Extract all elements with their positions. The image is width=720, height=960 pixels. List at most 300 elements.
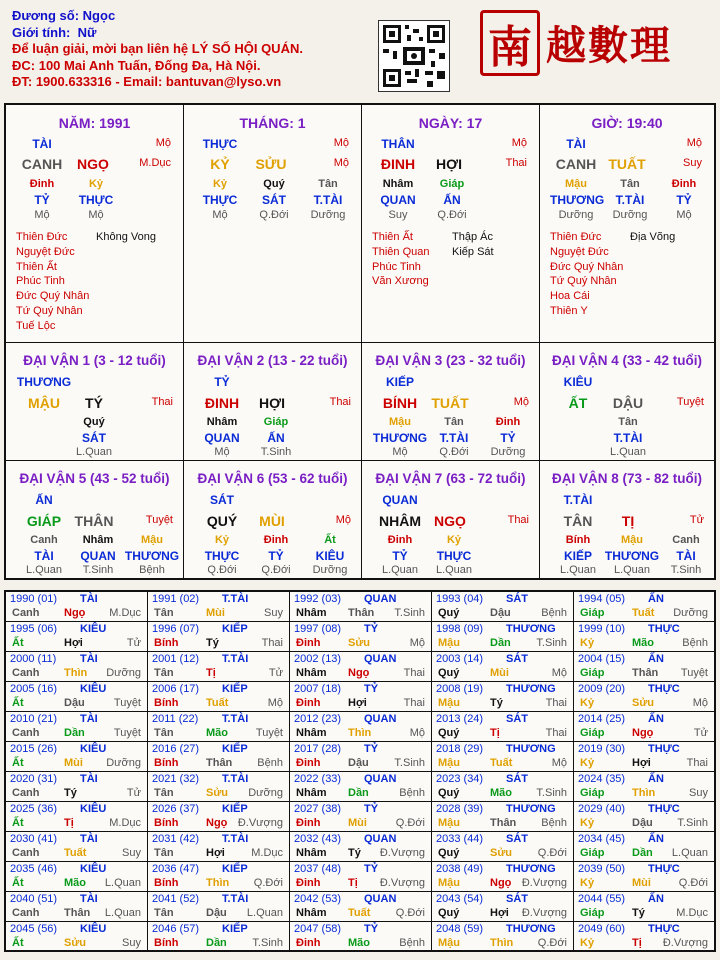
annual-chi: Tuất bbox=[348, 907, 371, 919]
annual-can: Đinh bbox=[296, 697, 321, 709]
annual-chi: Sửu bbox=[490, 847, 513, 859]
pillar-top-state: Mộ bbox=[333, 137, 349, 149]
annual-year: 2045 (56) bbox=[10, 923, 58, 935]
hidden-state: Dưỡng bbox=[612, 209, 648, 221]
annual-can: Đinh bbox=[296, 637, 321, 649]
annual-god: TỶ bbox=[364, 623, 379, 635]
pillar-top-god: THÂN bbox=[381, 137, 415, 151]
annual-cell bbox=[148, 922, 290, 952]
star-label: Thiên Quan bbox=[372, 245, 430, 258]
hidden-god: TÀI bbox=[34, 549, 54, 563]
annual-chi: Thân bbox=[348, 607, 375, 619]
annual-chi: Mão bbox=[348, 937, 370, 949]
annual-chi: Mùi bbox=[348, 817, 367, 829]
hidden-state: L.Quan bbox=[559, 564, 597, 576]
luck-can: TÂN bbox=[563, 513, 593, 529]
annual-state: Tuyệt bbox=[255, 727, 283, 739]
annual-cell bbox=[432, 592, 574, 622]
annual-can: Canh bbox=[12, 607, 40, 619]
annual-chi: Dậu bbox=[348, 757, 369, 769]
annual-can: Canh bbox=[12, 727, 40, 739]
luck-can: ẤT bbox=[568, 395, 588, 411]
luck-title: ĐẠI VẬN 5 (43 - 52 tuổi) bbox=[19, 471, 170, 486]
hidden-stem: Nhâm bbox=[82, 534, 114, 546]
annual-state: Tuyệt bbox=[680, 667, 708, 679]
hidden-state: T.Sinh bbox=[670, 564, 702, 576]
annual-cell bbox=[574, 922, 714, 952]
annual-can: Giáp bbox=[580, 907, 605, 919]
annual-state: Mộ bbox=[409, 727, 425, 739]
annual-state: Q.Đới bbox=[537, 937, 567, 949]
annual-chi: Hợi bbox=[64, 637, 83, 649]
annual-year: 2019 (30) bbox=[578, 743, 626, 755]
annual-god: SÁT bbox=[506, 713, 528, 725]
luck-cell bbox=[6, 461, 184, 579]
hidden-stem: Mậu bbox=[621, 534, 643, 546]
annual-state: L.Quan bbox=[104, 907, 141, 919]
pillar-top-state: Mộ bbox=[155, 137, 171, 149]
annual-chi: Sửu bbox=[64, 937, 87, 949]
annual-god: SÁT bbox=[506, 833, 528, 845]
annual-cell bbox=[432, 742, 574, 772]
annual-state: Suy bbox=[689, 787, 708, 799]
annual-year: 2011 (22) bbox=[152, 713, 199, 725]
annual-state: Mộ bbox=[267, 697, 283, 709]
annual-state: Dưỡng bbox=[248, 787, 283, 799]
annual-can: Mậu bbox=[438, 877, 460, 889]
luck-side-state: Thai bbox=[329, 396, 351, 408]
annual-can: Bính bbox=[154, 697, 179, 709]
luck-can: MẬU bbox=[28, 395, 60, 411]
annual-god: SÁT bbox=[506, 773, 528, 785]
annual-god: KIÊU bbox=[80, 683, 107, 695]
annual-can: Kỷ bbox=[580, 817, 595, 829]
hidden-state: Dưỡng bbox=[312, 564, 348, 576]
star-label: Văn Xương bbox=[372, 275, 429, 288]
annual-cell bbox=[574, 742, 714, 772]
annual-chi: Tuất bbox=[490, 757, 513, 769]
hidden-state: Mộ bbox=[676, 209, 692, 221]
contact-line: Để luận giải, mời bạn liên hệ LÝ SỐ HỘI QUÁN. bbox=[12, 41, 303, 56]
annual-chi: Ngọ bbox=[632, 727, 654, 739]
annual-chi: Dậu bbox=[490, 607, 511, 619]
annual-state: M.Dục bbox=[109, 817, 141, 829]
annual-cell bbox=[290, 652, 432, 682]
brand-logo: 越數理 bbox=[546, 22, 672, 69]
annual-god: TÀI bbox=[80, 773, 98, 785]
annual-god: T.TÀI bbox=[222, 593, 249, 605]
luck-god: T.TÀI bbox=[563, 493, 593, 507]
annual-god: SÁT bbox=[506, 653, 528, 665]
annual-cell bbox=[432, 862, 574, 892]
annual-god: ẤN bbox=[648, 653, 664, 665]
annual-year: 2016 (27) bbox=[152, 743, 200, 755]
annual-chi: Thìn bbox=[490, 937, 514, 949]
annual-can: Tân bbox=[154, 847, 174, 859]
hidden-god: TÀI bbox=[676, 549, 696, 563]
annual-chi: Tị bbox=[206, 667, 216, 679]
luck-side-state: Mộ bbox=[513, 396, 529, 408]
hidden-stem: Đinh bbox=[263, 534, 289, 546]
annual-god: T.TÀI bbox=[222, 773, 249, 785]
annual-year: 2010 (21) bbox=[10, 713, 58, 725]
hidden-stem: Đinh bbox=[495, 416, 521, 428]
hidden-god: THƯƠNG bbox=[604, 549, 660, 563]
hidden-god: THỰC bbox=[436, 549, 472, 563]
annual-year: 2034 (45) bbox=[578, 833, 626, 845]
annual-god: TỶ bbox=[364, 863, 379, 875]
annual-can: Giáp bbox=[580, 607, 605, 619]
hidden-god: THƯƠNG bbox=[372, 431, 428, 445]
luck-cell bbox=[362, 461, 540, 579]
annual-chi: Mão bbox=[64, 877, 86, 889]
annual-god: QUAN bbox=[364, 833, 397, 845]
pillar-top-god: TÀI bbox=[566, 137, 586, 151]
annual-state: Q.Đới bbox=[678, 877, 708, 889]
annual-state: M.Dục bbox=[109, 607, 141, 619]
annual-state: Bệnh bbox=[541, 607, 567, 619]
annual-state: M.Dục bbox=[676, 907, 708, 919]
annual-chi: Thìn bbox=[632, 787, 656, 799]
pillar-chi: NGỌ bbox=[77, 156, 109, 172]
annual-can: Đinh bbox=[296, 937, 321, 949]
annual-year: 1998 (09) bbox=[436, 623, 484, 635]
annual-can: Đinh bbox=[296, 757, 321, 769]
annual-god: TÀI bbox=[80, 893, 98, 905]
annual-chi: Thìn bbox=[348, 727, 372, 739]
annual-year: 1995 (06) bbox=[10, 623, 58, 635]
hidden-god: T.TÀI bbox=[613, 431, 643, 445]
hidden-god: T.TÀI bbox=[313, 193, 343, 207]
annual-god: THỰC bbox=[648, 923, 680, 935]
luck-chi: THÂN bbox=[74, 513, 114, 529]
hidden-stem: Giáp bbox=[439, 178, 465, 190]
luck-cell bbox=[362, 343, 540, 461]
annual-state: Bệnh bbox=[682, 637, 708, 649]
annual-year: 2014 (25) bbox=[578, 713, 626, 725]
annual-year: 2000 (11) bbox=[10, 653, 57, 665]
hidden-state: L.Quan bbox=[613, 564, 651, 576]
hidden-stem: Mậu bbox=[565, 178, 587, 190]
annual-chi: Ngọ bbox=[490, 877, 512, 889]
annual-cell bbox=[148, 652, 290, 682]
luck-can: GIÁP bbox=[26, 513, 62, 529]
annual-cell bbox=[290, 742, 432, 772]
star-label: Kiếp Sát bbox=[452, 245, 494, 258]
annual-chi: Mùi bbox=[206, 607, 225, 619]
annual-chi: Mùi bbox=[632, 877, 651, 889]
hidden-god: TỶ bbox=[392, 549, 408, 563]
annual-can: Canh bbox=[12, 787, 40, 799]
annual-can: Đinh bbox=[296, 817, 321, 829]
annual-state: Đ.Vượng bbox=[521, 907, 567, 919]
annual-state: L.Quan bbox=[246, 907, 283, 919]
annual-state: T.Sinh bbox=[677, 817, 708, 829]
annual-god: QUAN bbox=[364, 593, 397, 605]
annual-chi: Tuất bbox=[206, 697, 229, 709]
star-label: Thiên Y bbox=[550, 305, 588, 317]
hidden-god: THƯƠNG bbox=[550, 193, 605, 207]
luck-chi: MÙI bbox=[259, 513, 285, 529]
annual-state: Đ.Vượng bbox=[237, 817, 283, 829]
annual-chi: Tuất bbox=[632, 607, 655, 619]
annual-cell bbox=[432, 802, 574, 832]
annual-cell bbox=[6, 742, 148, 772]
annual-state: Thai bbox=[545, 697, 567, 709]
annual-cell bbox=[6, 622, 148, 652]
annual-year: 2047 (58) bbox=[294, 923, 342, 935]
annual-chi: Tý bbox=[490, 697, 503, 709]
annual-cell bbox=[432, 652, 574, 682]
annual-cell bbox=[148, 772, 290, 802]
hidden-stem: Đinh bbox=[387, 534, 413, 546]
hidden-stem: Tân bbox=[444, 416, 464, 428]
annual-can: Canh bbox=[12, 907, 40, 919]
annual-god: QUAN bbox=[364, 773, 397, 785]
annual-state: Thai bbox=[261, 637, 283, 649]
annual-god: KIÊU bbox=[80, 863, 107, 875]
hidden-state: L.Quan bbox=[435, 564, 473, 576]
star-label: Nguyệt Đức bbox=[16, 245, 75, 258]
annual-state: Tuyệt bbox=[113, 697, 141, 709]
annual-can: Bính bbox=[154, 937, 179, 949]
luck-title: ĐẠI VẬN 2 (13 - 22 tuổi) bbox=[197, 353, 348, 368]
annual-cell bbox=[432, 772, 574, 802]
luck-cell bbox=[184, 343, 362, 461]
annual-god: QUAN bbox=[364, 893, 397, 905]
hidden-stem: Tân bbox=[620, 178, 640, 190]
annual-state: Tử bbox=[126, 787, 141, 799]
annual-god: ẤN bbox=[648, 893, 664, 905]
annual-grid bbox=[4, 590, 716, 952]
annual-state: Q.Đới bbox=[395, 817, 425, 829]
annual-cell bbox=[6, 592, 148, 622]
annual-year: 2027 (38) bbox=[294, 803, 342, 815]
hidden-stem: Nhâm bbox=[382, 178, 414, 190]
hidden-god: TỶ bbox=[500, 431, 516, 445]
annual-can: Bính bbox=[154, 757, 179, 769]
annual-year: 2006 (17) bbox=[152, 683, 200, 695]
annual-year: 2007 (18) bbox=[294, 683, 342, 695]
annual-can: Ất bbox=[12, 877, 24, 889]
annual-chi: Thân bbox=[64, 907, 91, 919]
hidden-god: TỶ bbox=[676, 193, 692, 207]
annual-state: Tử bbox=[693, 727, 708, 739]
annual-cell bbox=[148, 622, 290, 652]
annual-chi: Tý bbox=[632, 907, 645, 919]
annual-year: 2031 (42) bbox=[152, 833, 200, 845]
hidden-stem: Kỷ bbox=[212, 178, 228, 190]
annual-can: Đinh bbox=[296, 877, 321, 889]
hidden-god: KIÊU bbox=[315, 549, 345, 563]
annual-cell bbox=[574, 862, 714, 892]
annual-god: TỶ bbox=[364, 923, 379, 935]
hidden-god: THỰC bbox=[78, 193, 114, 207]
annual-god: KIẾP bbox=[222, 623, 248, 635]
annual-cell bbox=[574, 622, 714, 652]
hidden-stem: Bính bbox=[565, 534, 591, 546]
annual-god: T.TÀI bbox=[222, 713, 249, 725]
luck-god: KIÊU bbox=[563, 375, 593, 389]
luck-side-state: Tuyệt bbox=[145, 514, 173, 526]
annual-cell bbox=[290, 862, 432, 892]
pillar-can: ĐINH bbox=[380, 156, 416, 172]
annual-god: THƯƠNG bbox=[506, 623, 556, 635]
annual-year: 1991 (02) bbox=[152, 593, 200, 605]
annual-chi: Mão bbox=[632, 637, 654, 649]
annual-year: 2028 (39) bbox=[436, 803, 484, 815]
annual-year: 2008 (19) bbox=[436, 683, 484, 695]
annual-god: TÀI bbox=[80, 833, 98, 845]
annual-god: TÀI bbox=[80, 593, 98, 605]
annual-can: Nhâm bbox=[296, 907, 327, 919]
annual-state: Mộ bbox=[551, 667, 567, 679]
annual-cell bbox=[432, 922, 574, 952]
hidden-stem: Ất bbox=[324, 534, 336, 546]
pillar-top-god: THỰC bbox=[202, 137, 238, 151]
red-seal-logo: 南 bbox=[480, 10, 540, 76]
annual-cell bbox=[432, 832, 574, 862]
qr-code-icon[interactable] bbox=[378, 20, 450, 92]
star-label: Đức Quý Nhân bbox=[550, 260, 624, 273]
annual-year: 2018 (29) bbox=[436, 743, 484, 755]
annual-year: 2009 (20) bbox=[578, 683, 626, 695]
gender-value: Nữ bbox=[77, 24, 97, 40]
annual-cell bbox=[432, 622, 574, 652]
star-label: Thập Ác bbox=[452, 231, 493, 243]
hidden-stem: Đinh bbox=[29, 178, 55, 190]
annual-god: THƯƠNG bbox=[506, 923, 556, 935]
annual-state: Tử bbox=[126, 637, 141, 649]
annual-god: ẤN bbox=[648, 833, 664, 845]
star-label: Thiên Ất bbox=[372, 231, 413, 243]
pillar-side-state: Mộ bbox=[333, 157, 349, 169]
pillar-side-state: M.Dục bbox=[139, 157, 171, 169]
annual-cell bbox=[432, 712, 574, 742]
annual-year: 2040 (51) bbox=[10, 893, 58, 905]
annual-can: Bính bbox=[154, 877, 179, 889]
annual-can: Kỷ bbox=[580, 757, 595, 769]
annual-chi: Thân bbox=[632, 667, 659, 679]
pillar-side-state: Thai bbox=[505, 157, 527, 169]
star-label: Thiên Đức bbox=[550, 231, 602, 243]
annual-god: SÁT bbox=[506, 893, 528, 905]
star-label: Đức Quý Nhân bbox=[16, 290, 90, 303]
luck-chi: TỊ bbox=[621, 513, 635, 529]
annual-cell bbox=[574, 592, 714, 622]
annual-year: 2022 (33) bbox=[294, 773, 342, 785]
annual-chi: Dần bbox=[206, 937, 227, 949]
annual-can: Ất bbox=[12, 817, 24, 829]
annual-can: Mậu bbox=[438, 757, 460, 769]
annual-god: THỰC bbox=[648, 803, 680, 815]
hidden-stem: Canh bbox=[672, 534, 700, 546]
annual-can: Nhâm bbox=[296, 727, 327, 739]
hidden-god: SÁT bbox=[262, 193, 286, 207]
luck-can: NHÂM bbox=[379, 513, 421, 529]
annual-god: KIẾP bbox=[222, 743, 248, 755]
annual-chi: Thìn bbox=[206, 877, 230, 889]
luck-god: ẤN bbox=[35, 493, 53, 507]
luck-side-state: Thai bbox=[151, 396, 173, 408]
annual-state: Suy bbox=[264, 607, 283, 619]
hidden-stem: Mậu bbox=[141, 534, 163, 546]
pillar-can: KỶ bbox=[210, 156, 230, 172]
annual-god: TỶ bbox=[364, 803, 379, 815]
annual-state: Dưỡng bbox=[673, 607, 708, 619]
pillar-can: CANH bbox=[21, 156, 63, 172]
annual-can: Quý bbox=[438, 787, 460, 799]
annual-chi: Dần bbox=[348, 787, 369, 799]
annual-god: THỰC bbox=[648, 683, 680, 695]
annual-cell bbox=[574, 682, 714, 712]
hidden-state: Bệnh bbox=[139, 564, 165, 576]
annual-state: Đ.Vượng bbox=[521, 877, 567, 889]
pillar-chi: TUẤT bbox=[608, 156, 646, 172]
annual-cell bbox=[574, 712, 714, 742]
annual-cell bbox=[6, 772, 148, 802]
annual-god: THỰC bbox=[648, 863, 680, 875]
annual-chi: Thìn bbox=[64, 667, 88, 679]
pillar-cell bbox=[362, 105, 540, 343]
annual-chi: Ngọ bbox=[206, 817, 228, 829]
annual-year: 1993 (04) bbox=[436, 593, 484, 605]
hidden-god: SÁT bbox=[82, 431, 106, 445]
hidden-state: Q.Đới bbox=[437, 209, 467, 221]
hidden-state: Mộ bbox=[212, 209, 228, 221]
annual-god: THƯƠNG bbox=[506, 803, 556, 815]
annual-cell bbox=[574, 652, 714, 682]
annual-year: 2049 (60) bbox=[578, 923, 626, 935]
annual-state: Mộ bbox=[409, 637, 425, 649]
annual-year: 2046 (57) bbox=[152, 923, 200, 935]
luck-chi: NGỌ bbox=[434, 513, 466, 529]
annual-cell bbox=[574, 802, 714, 832]
annual-chi: Tị bbox=[490, 727, 500, 739]
annual-can: Nhâm bbox=[296, 607, 327, 619]
hidden-god: QUAN bbox=[380, 193, 416, 207]
hidden-state: Mộ bbox=[34, 209, 50, 221]
annual-cell bbox=[432, 892, 574, 922]
annual-can: Nhâm bbox=[296, 787, 327, 799]
annual-chi: Sửu bbox=[206, 787, 229, 799]
annual-year: 2004 (15) bbox=[578, 653, 626, 665]
annual-can: Mậu bbox=[438, 637, 460, 649]
annual-year: 2033 (44) bbox=[436, 833, 484, 845]
luck-can: ĐINH bbox=[204, 395, 240, 411]
hidden-stem: Quý bbox=[83, 416, 105, 428]
annual-can: Giáp bbox=[580, 667, 605, 679]
annual-cell bbox=[148, 892, 290, 922]
hidden-state: Q.Đới bbox=[259, 209, 289, 221]
annual-can: Bính bbox=[154, 817, 179, 829]
annual-cell bbox=[6, 892, 148, 922]
annual-god: T.TÀI bbox=[222, 833, 249, 845]
annual-chi: Ngọ bbox=[64, 607, 86, 619]
luck-title: ĐẠI VẬN 7 (63 - 72 tuổi) bbox=[375, 471, 526, 486]
pillar-side-state: Suy bbox=[683, 157, 702, 169]
annual-chi: Dần bbox=[632, 847, 653, 859]
annual-year: 1992 (03) bbox=[294, 593, 342, 605]
annual-state: T.Sinh bbox=[394, 607, 425, 619]
annual-cell bbox=[6, 682, 148, 712]
annual-can: Ất bbox=[12, 637, 24, 649]
annual-year: 2036 (47) bbox=[152, 863, 200, 875]
annual-can: Quý bbox=[438, 667, 460, 679]
annual-chi: Tý bbox=[64, 787, 77, 799]
pillar-chi: SỬU bbox=[255, 156, 287, 172]
annual-state: Thai bbox=[403, 667, 425, 679]
